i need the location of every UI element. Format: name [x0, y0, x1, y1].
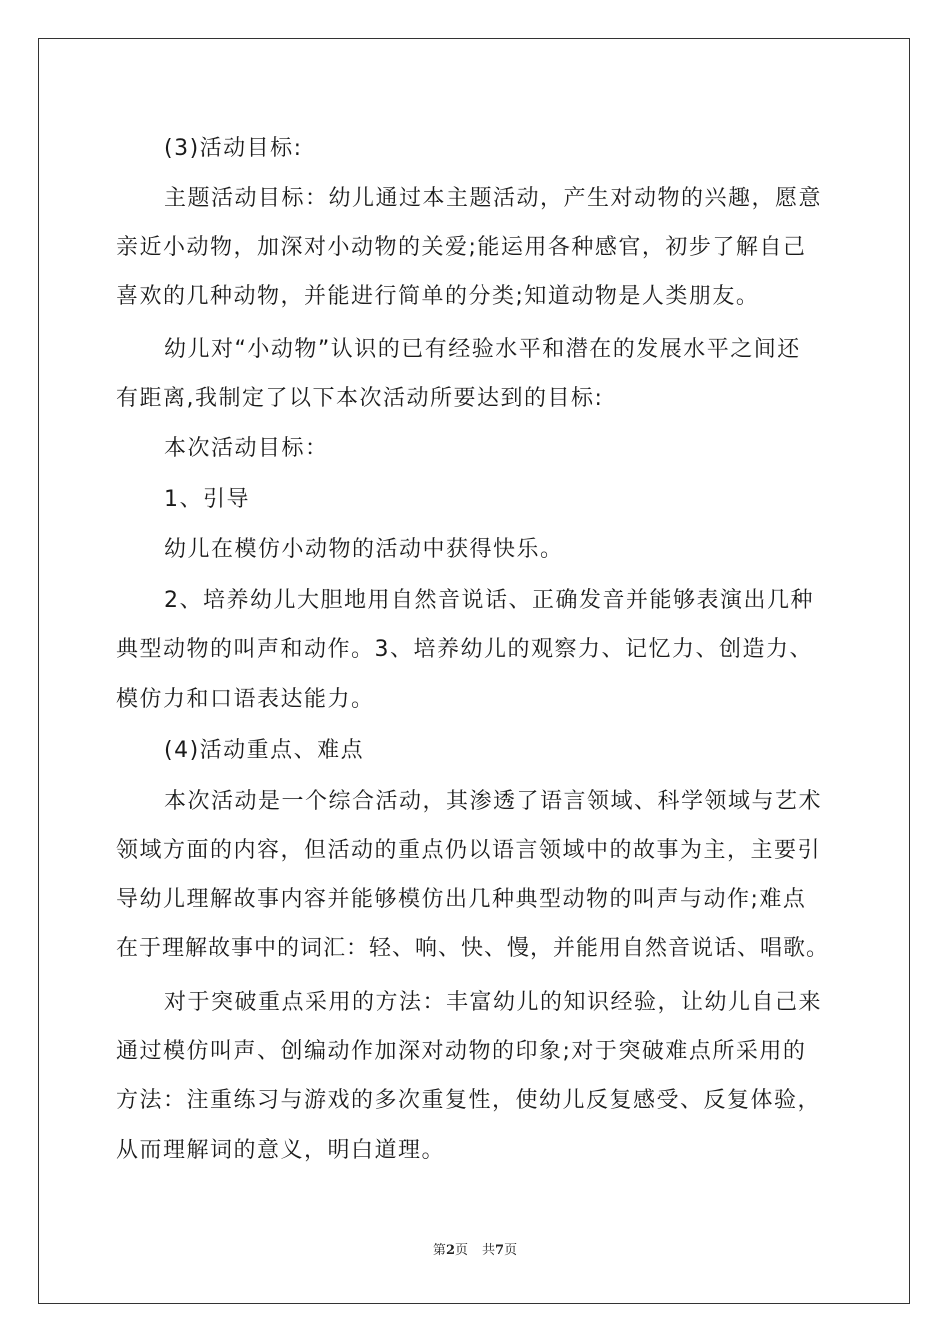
paragraph-line: 典型动物的叫声和动作。3、培养幼儿的观察力、记忆力、创造力、 — [116, 637, 813, 662]
list-item-line: 1、引导 — [164, 487, 250, 512]
paragraph-line: 幼儿在模仿小动物的活动中获得快乐。 — [164, 537, 564, 562]
page-prefix: 第 — [432, 1243, 446, 1258]
paragraph-line: 通过模仿叫声、创编动作加深对动物的印象;对于突破难点所采用的 — [116, 1039, 807, 1064]
total-suffix: 页 — [504, 1243, 518, 1258]
total-prefix: 共 — [482, 1243, 496, 1258]
total-pages: 7 — [495, 1243, 505, 1258]
paragraph-line: 主题活动目标：幼儿通过本主题活动，产生对动物的兴趣，愿意 — [164, 186, 823, 211]
paragraph-line: 喜欢的几种动物，并能进行简单的分类;知道动物是人类朋友。 — [116, 284, 760, 309]
paragraph-line: 本次活动是一个综合活动，其渗透了语言领域、科学领域与艺术 — [164, 789, 823, 814]
paragraph-line: 在于理解故事中的词汇：轻、响、快、慢，并能用自然音说话、唱歌。 — [116, 936, 830, 961]
paragraph-line: 亲近小动物，加深对小动物的关爱;能运用各种感官，初步了解自己 — [116, 235, 807, 260]
section-heading-4: (4)活动重点、难点 — [164, 738, 365, 763]
total-pages-indicator — [482, 1243, 517, 1258]
paragraph-line: 模仿力和口语表达能力。 — [116, 687, 375, 712]
paragraph-line: 幼儿对“小动物”认识的已有经验水平和潜在的发展水平之间还 — [164, 337, 801, 362]
paragraph-line: 有距离,我制定了以下本次活动所要达到的目标: — [116, 386, 604, 411]
paragraph-line: 方法：注重练习与游戏的多次重复性，使幼儿反复感受、反复体验， — [116, 1088, 822, 1113]
page-number: 2 — [445, 1243, 455, 1258]
subheading-line: 本次活动目标： — [164, 436, 329, 461]
page-footer — [0, 1243, 950, 1259]
paragraph-line: 对于突破重点采用的方法：丰富幼儿的知识经验，让幼儿自己来 — [164, 990, 823, 1015]
page-suffix: 页 — [454, 1243, 468, 1258]
paragraph-line: 从而理解词的意义，明白道理。 — [116, 1138, 446, 1163]
paragraph-line: 领域方面的内容，但活动的重点仍以语言领域中的故事为主，主要引 — [116, 838, 822, 863]
page-indicator — [433, 1243, 468, 1258]
section-heading-3: (3)活动目标: — [164, 136, 303, 161]
paragraph-line: 导幼儿理解故事内容并能够模仿出几种典型动物的叫声与动作;难点 — [116, 887, 807, 912]
list-item-line: 2、培养幼儿大胆地用自然音说话、正确发音并能够表演出几种 — [164, 588, 814, 613]
